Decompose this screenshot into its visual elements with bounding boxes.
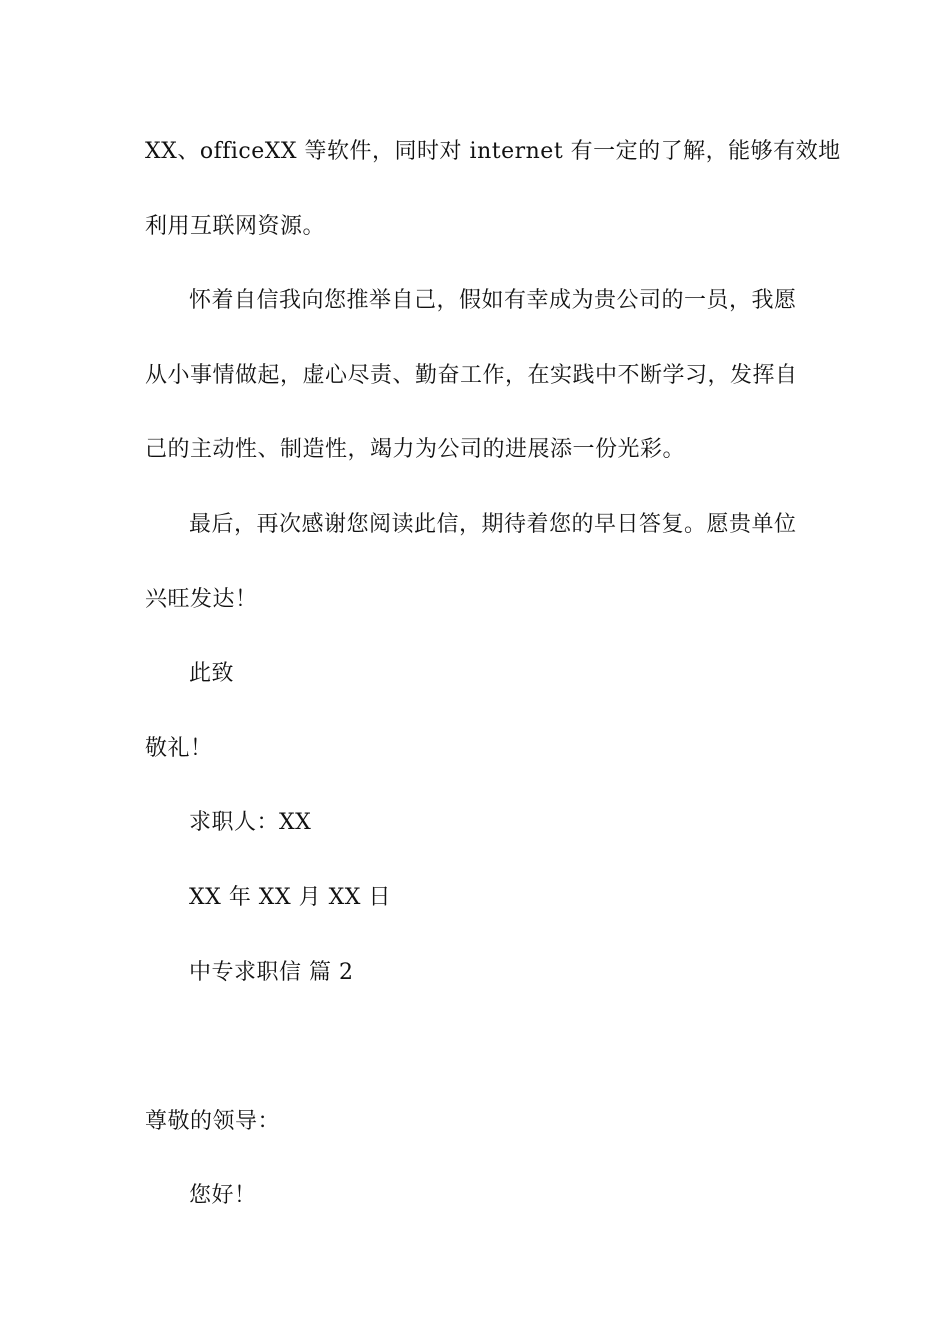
signature-name: 求职人：XX — [189, 810, 312, 835]
body-line: XX、officeXX 等软件，同时对 internet 有一定的了解，能够有效地 — [145, 139, 841, 164]
section-title: 中专求职信 篇 2 — [189, 960, 354, 985]
body-line: 利用互联网资源。 — [145, 214, 326, 239]
greeting-hello: 您好！ — [189, 1183, 257, 1208]
paragraph-line: 最后，再次感谢您阅读此信，期待着您的早日答复。愿贵单位 — [189, 512, 797, 537]
salutation-line: 敬礼！ — [145, 736, 213, 761]
closing-line: 此致 — [189, 661, 235, 686]
body-line: 从小事情做起，虚心尽责、勤奋工作，在实践中不断学习，发挥自 — [145, 363, 798, 388]
body-line: 己的主动性、制造性，竭力为公司的进展添一份光彩。 — [145, 437, 686, 462]
greeting-line: 尊敬的领导： — [145, 1109, 281, 1134]
signature-date: XX 年 XX 月 XX 日 — [189, 885, 391, 910]
body-line: 兴旺发达！ — [145, 587, 258, 612]
paragraph-line: 怀着自信我向您推举自己，假如有幸成为贵公司的一员，我愿 — [189, 288, 797, 313]
